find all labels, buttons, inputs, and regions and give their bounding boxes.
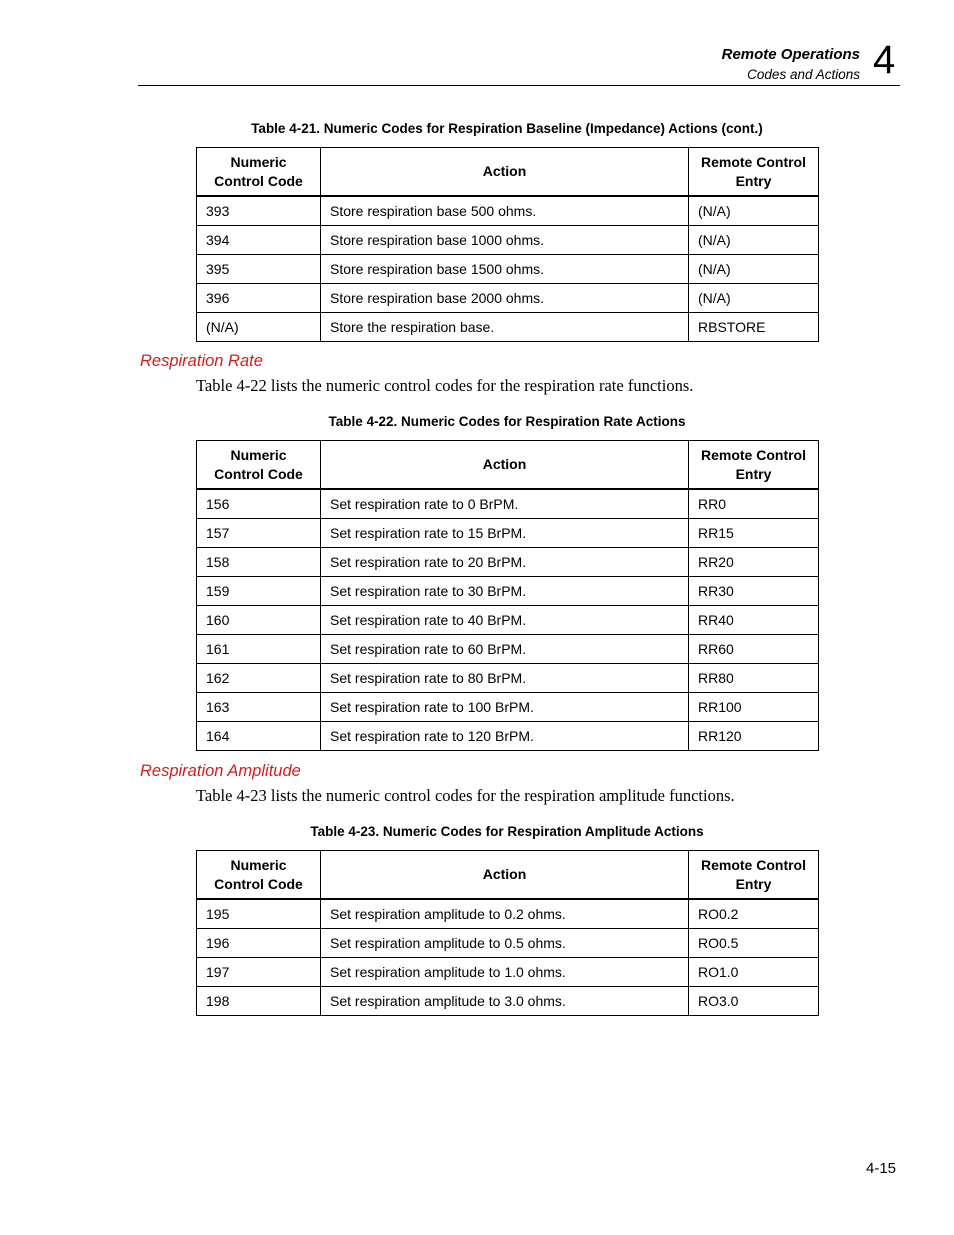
table-row: [197, 284, 819, 313]
column-header-action: Action: [321, 148, 689, 197]
entry-cell: (N/A): [689, 284, 819, 313]
action-cell: Store respiration base 500 ohms.: [321, 196, 689, 226]
action-cell: Set respiration rate to 40 BrPM.: [321, 606, 689, 635]
table-row: [197, 987, 819, 1016]
table-row: [197, 899, 819, 929]
table-4-23-caption: Table 4-23. Numeric Codes for Respiration Amplitude Actions: [310, 824, 704, 839]
action-cell: Store respiration base 2000 ohms.: [321, 284, 689, 313]
action-cell: Set respiration amplitude to 1.0 ohms.: [321, 958, 689, 987]
action-cell: Store respiration base 1000 ohms.: [321, 226, 689, 255]
table-header-row: [197, 851, 819, 900]
table-4-22: [196, 440, 819, 751]
column-header-entry: Remote Control Entry: [689, 441, 819, 490]
table-row: [197, 313, 819, 342]
action-cell: Set respiration rate to 20 BrPM.: [321, 548, 689, 577]
code-cell: 195: [197, 899, 321, 929]
entry-cell: RO1.0: [689, 958, 819, 987]
action-cell: Set respiration amplitude to 3.0 ohms.: [321, 987, 689, 1016]
code-cell: 198: [197, 987, 321, 1016]
table-header-row: [197, 441, 819, 490]
action-cell: Set respiration rate to 60 BrPM.: [321, 635, 689, 664]
code-cell: 197: [197, 958, 321, 987]
column-header-code: Numeric Control Code: [197, 148, 321, 197]
entry-cell: RBSTORE: [689, 313, 819, 342]
table-4-22-caption: Table 4-22. Numeric Codes for Respiration Rate Actions: [328, 414, 686, 429]
code-cell: 163: [197, 693, 321, 722]
action-cell: Set respiration rate to 100 BrPM.: [321, 693, 689, 722]
table-row: [197, 929, 819, 958]
running-header-subtitle: Codes and Actions: [747, 67, 860, 82]
chapter-number: 4: [873, 38, 896, 82]
column-header-action: Action: [321, 441, 689, 490]
code-cell: 160: [197, 606, 321, 635]
column-header-entry: Remote Control Entry: [689, 148, 819, 197]
entry-cell: RO3.0: [689, 987, 819, 1016]
section-heading-respiration-amplitude: Respiration Amplitude: [140, 762, 301, 780]
entry-cell: RR80: [689, 664, 819, 693]
table-4-21-caption: Table 4-21. Numeric Codes for Respiration Baseline (Impedance) Actions (cont.): [251, 121, 763, 136]
action-cell: Store the respiration base.: [321, 313, 689, 342]
action-cell: Set respiration rate to 30 BrPM.: [321, 577, 689, 606]
code-cell: 164: [197, 722, 321, 751]
code-cell: 396: [197, 284, 321, 313]
table-4-21: [196, 147, 819, 342]
page-number: 4-15: [866, 1160, 897, 1177]
table-row: [197, 958, 819, 987]
entry-cell: (N/A): [689, 196, 819, 226]
action-cell: Set respiration rate to 15 BrPM.: [321, 519, 689, 548]
action-cell: Set respiration rate to 120 BrPM.: [321, 722, 689, 751]
entry-cell: RR120: [689, 722, 819, 751]
table-row: [197, 548, 819, 577]
action-cell: Store respiration base 1500 ohms.: [321, 255, 689, 284]
column-header-code: Numeric Control Code: [197, 441, 321, 490]
entry-cell: RR40: [689, 606, 819, 635]
entry-cell: RO0.5: [689, 929, 819, 958]
column-header-action: Action: [321, 851, 689, 900]
table-row: [197, 693, 819, 722]
table-row: [197, 722, 819, 751]
action-cell: Set respiration amplitude to 0.5 ohms.: [321, 929, 689, 958]
code-cell: 393: [197, 196, 321, 226]
table-row: [197, 635, 819, 664]
code-cell: 156: [197, 489, 321, 519]
table-row: [197, 606, 819, 635]
code-cell: 395: [197, 255, 321, 284]
column-header-entry: Remote Control Entry: [689, 851, 819, 900]
code-cell: (N/A): [197, 313, 321, 342]
section-paragraph-respiration-rate: Table 4-22 lists the numeric control codes for the respiration rate functions.: [196, 376, 694, 395]
code-cell: 158: [197, 548, 321, 577]
action-cell: Set respiration rate to 0 BrPM.: [321, 489, 689, 519]
table-4-23: [196, 850, 819, 1016]
code-cell: 161: [197, 635, 321, 664]
entry-cell: RO0.2: [689, 899, 819, 929]
entry-cell: RR100: [689, 693, 819, 722]
code-cell: 157: [197, 519, 321, 548]
code-cell: 196: [197, 929, 321, 958]
code-cell: 394: [197, 226, 321, 255]
table-row: [197, 196, 819, 226]
table-row: [197, 519, 819, 548]
entry-cell: RR30: [689, 577, 819, 606]
table-row: [197, 255, 819, 284]
entry-cell: (N/A): [689, 226, 819, 255]
entry-cell: (N/A): [689, 255, 819, 284]
table-row: [197, 577, 819, 606]
entry-cell: RR15: [689, 519, 819, 548]
entry-cell: RR20: [689, 548, 819, 577]
table-row: [197, 489, 819, 519]
header-rule: [138, 85, 900, 86]
action-cell: Set respiration amplitude to 0.2 ohms.: [321, 899, 689, 929]
action-cell: Set respiration rate to 80 BrPM.: [321, 664, 689, 693]
table-header-row: [197, 148, 819, 197]
running-header-title: Remote Operations: [721, 46, 860, 63]
section-heading-respiration-rate: Respiration Rate: [140, 352, 263, 370]
code-cell: 159: [197, 577, 321, 606]
table-row: [197, 664, 819, 693]
section-paragraph-respiration-amplitude: Table 4-23 lists the numeric control codes for the respiration amplitude functions.: [196, 786, 735, 805]
column-header-code: Numeric Control Code: [197, 851, 321, 900]
entry-cell: RR60: [689, 635, 819, 664]
entry-cell: RR0: [689, 489, 819, 519]
table-row: [197, 226, 819, 255]
code-cell: 162: [197, 664, 321, 693]
